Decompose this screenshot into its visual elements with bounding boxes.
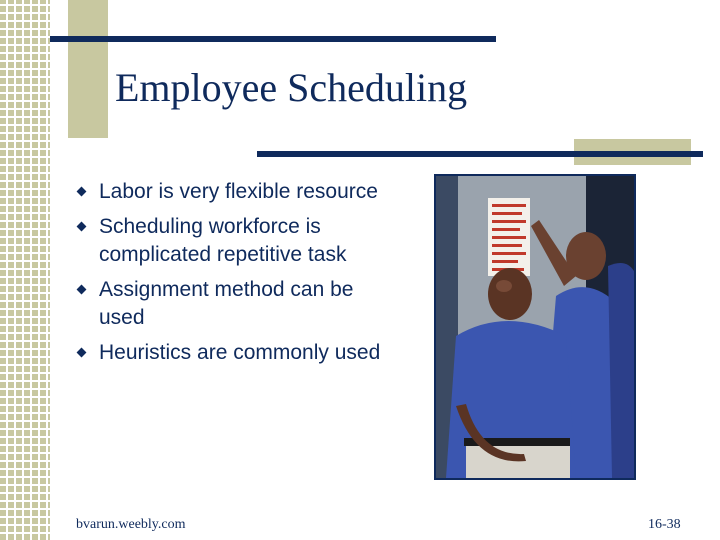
- bullet-text: Heuristics are commonly used: [99, 340, 381, 364]
- bullet-item: [76, 213, 386, 270]
- bullet-text: Labor is very flexible resource: [99, 180, 378, 203]
- bullet-list: [76, 178, 386, 373]
- slide-title: Employee Scheduling: [115, 65, 468, 110]
- page-number: 16-38: [648, 517, 681, 532]
- workers-reading-schedule-photo: [434, 174, 636, 480]
- diamond-bullet-icon: [77, 187, 87, 197]
- photo-illustration: [436, 176, 634, 478]
- bullet-item: [76, 339, 386, 368]
- bullet-item: [76, 178, 386, 207]
- diamond-bullet-icon: [77, 347, 87, 357]
- diamond-bullet-icon: [77, 284, 87, 294]
- checkered-side-strip: [0, 0, 50, 540]
- bullet-text: Assignment method can be used: [99, 277, 354, 329]
- bullet-item: [76, 276, 386, 333]
- title-accent-block: [68, 0, 108, 138]
- bullet-text: Scheduling workforce is complicated repetitive task: [99, 214, 347, 266]
- title-bottom-rule: [257, 151, 703, 157]
- footer-source: bvarun.weebly.com: [76, 517, 186, 532]
- title-top-rule: [50, 36, 496, 42]
- diamond-bullet-icon: [77, 221, 87, 231]
